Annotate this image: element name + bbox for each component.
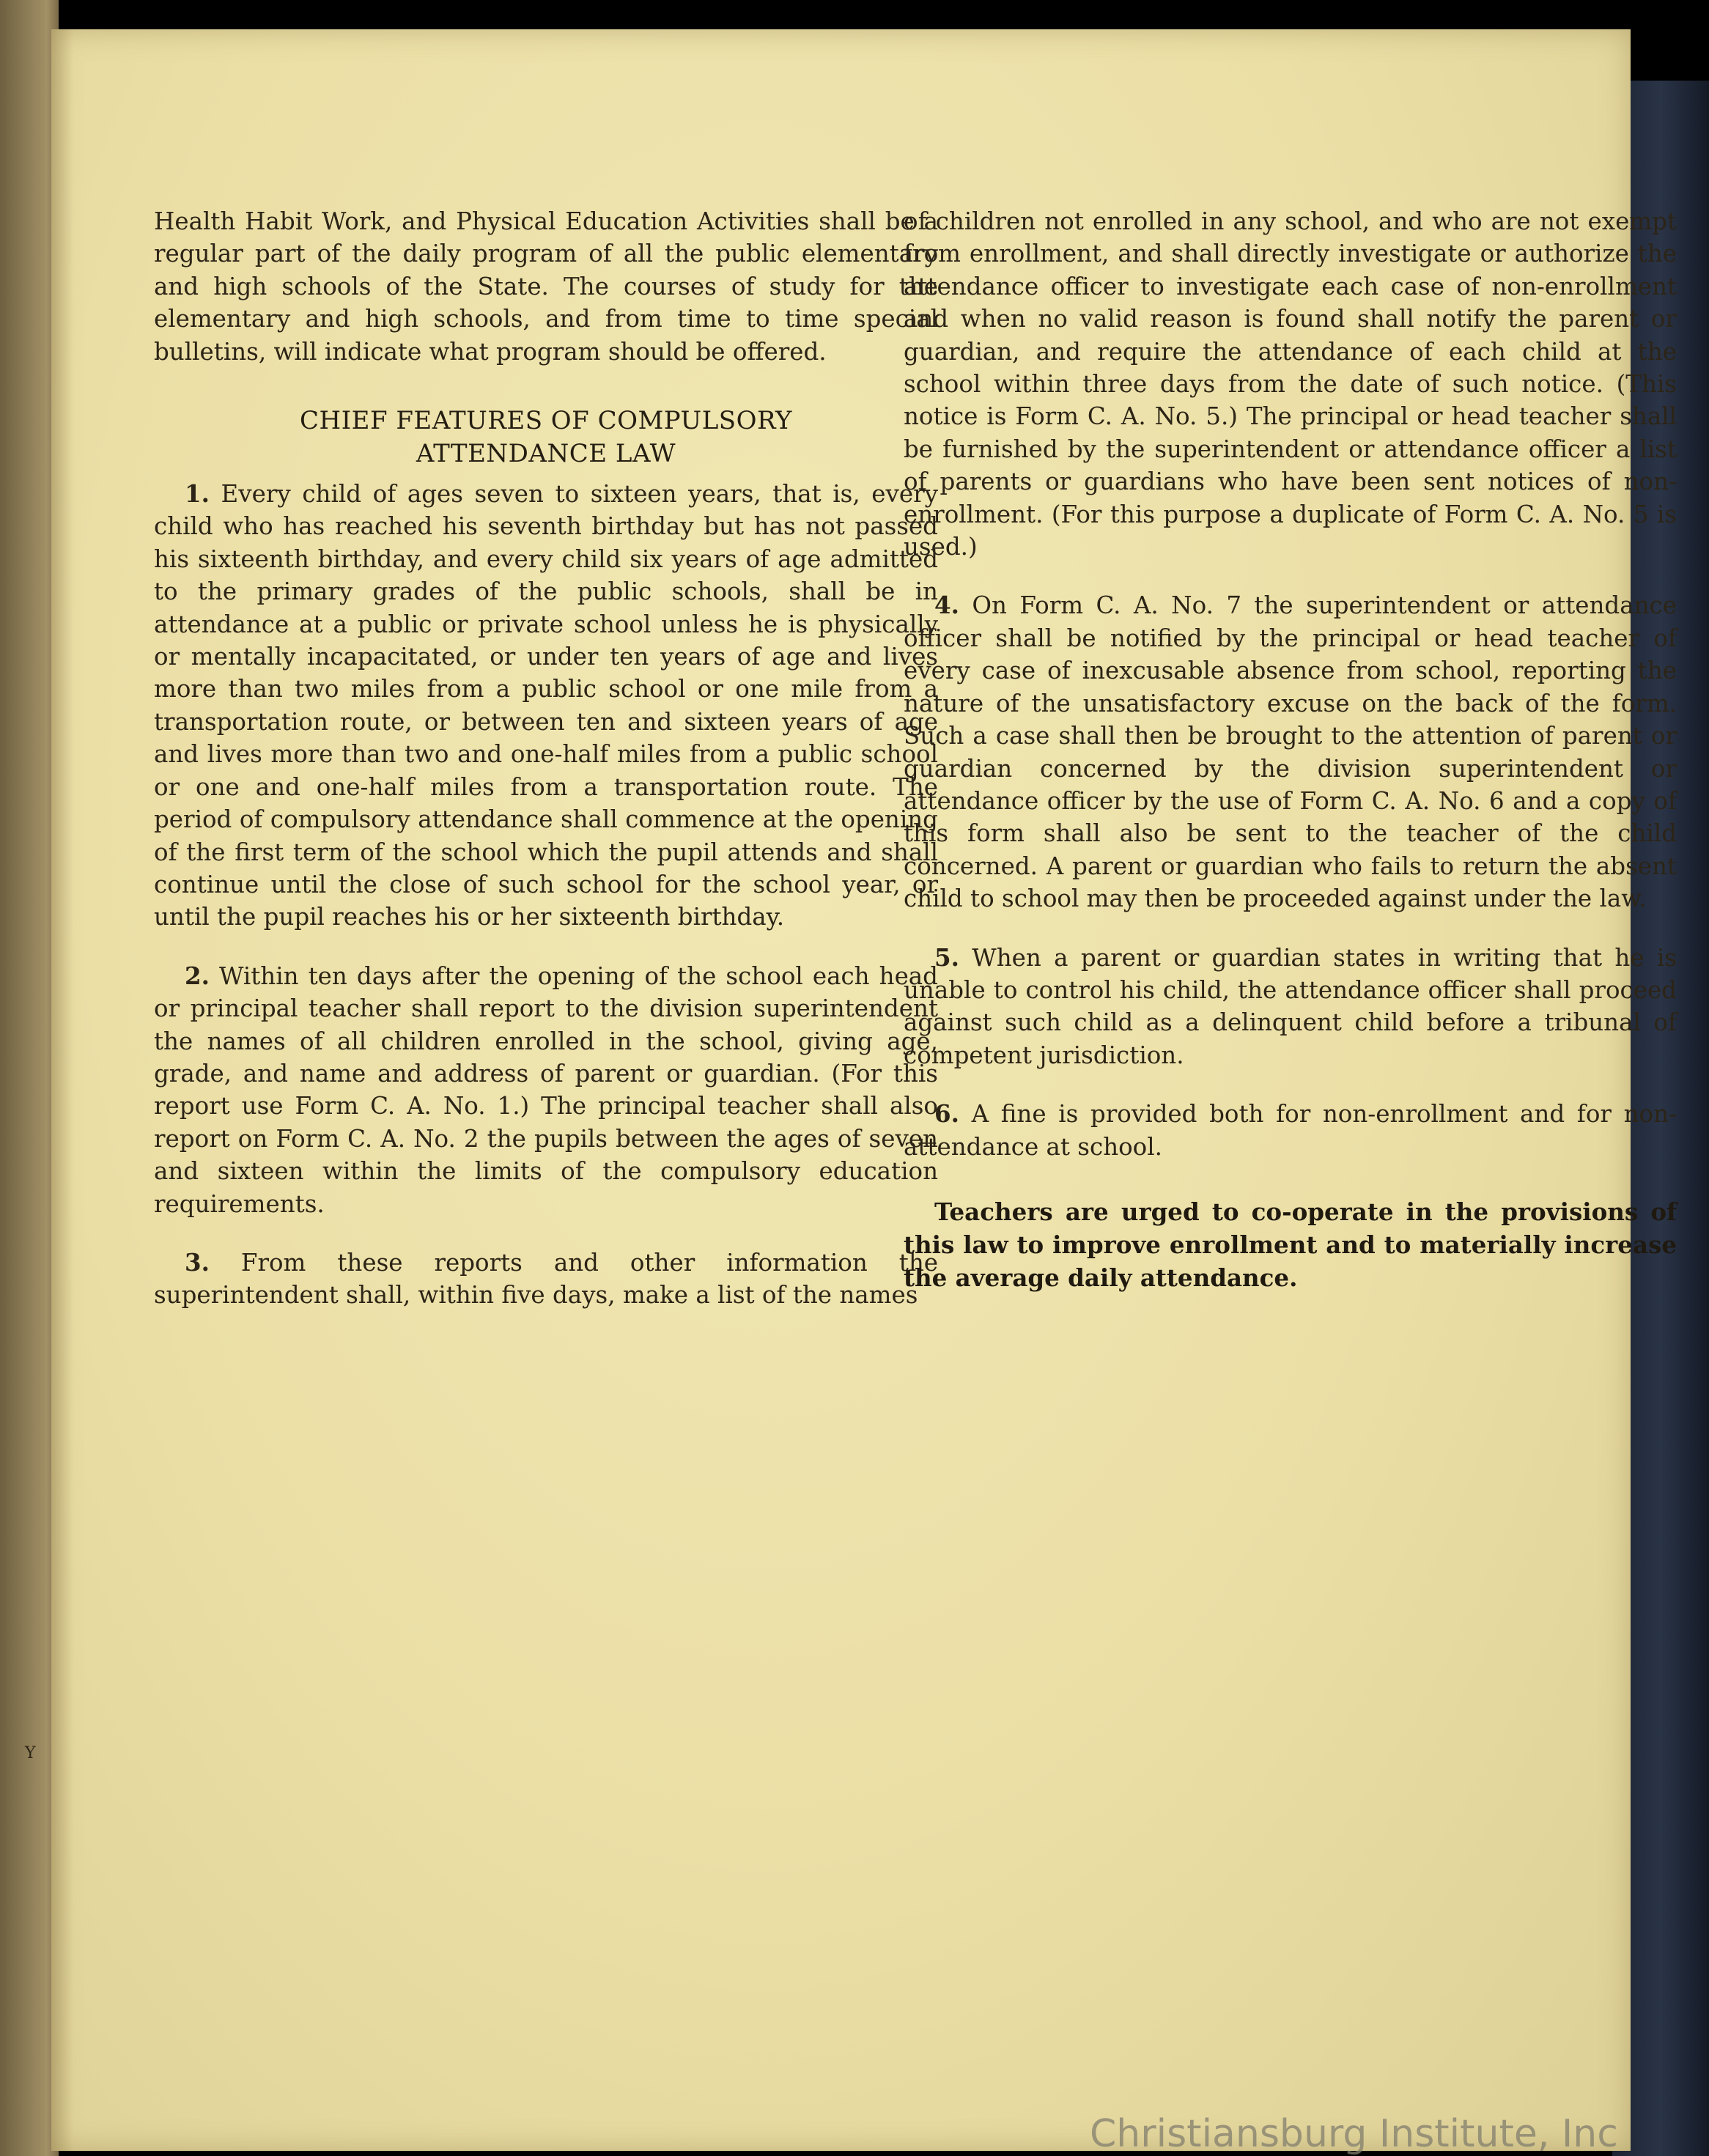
item-6 xyxy=(904,1098,1677,1163)
section-heading-line-2: ATTENDANCE LAW xyxy=(416,439,676,469)
page-fold-shadow xyxy=(51,29,73,2151)
item-4 xyxy=(904,589,1677,915)
document-page xyxy=(51,29,1677,2151)
item-3-number: 3. xyxy=(185,1247,210,1277)
item-2-number: 2. xyxy=(185,961,210,990)
closing-note: Teachers are urged to co-operate in the provisions of this law to improve enrollment and to materially increase the average daily attendance. xyxy=(904,1197,1677,1292)
item-1-text: Every child of ages seven to sixteen years, that is, every child who has reached his seventh birthday but has not passed his sixteenth birthday, and every child six years of age admitted to the primary grades of the public schools, shall be in attendance at a public or private school unless he is physically or mentally incapacitated, or under ten years of age and lives more than two miles from a public school or one mile from a transportation route, or between ten and sixteen years of age and lives more than two and one-half miles from a public school or one and one-half miles from a transportation route. The period of compulsory attendance shall commence at the opening of the first term of the school which the pupil attends and shall continue until the close of such school for the school year, or until the pupil reaches his or her sixteenth birthday. xyxy=(154,480,938,931)
watermark-text: Christiansburg Institute, Inc xyxy=(1090,2112,1618,2156)
item-3-continued: of children not enrolled in any school, and who are not exempt from enrollment, and shall directly investigate or authorize the attendance officer to investigate each case of non-enrollment and when no valid reason is found shall notify the parent or guardian, and require the attendance of each child at the school within three days from the date of such notice. (This notice is Form C. A. No. 5.) The principal or head teacher shall be furnished by the superintendent or attendance officer a list of parents or guardians who have been sent notices of non-enrollment. (For this purpose a duplicate of Form C. A. No. 5 is used.) xyxy=(904,207,1677,561)
section-heading-line-1: CHIEF FEATURES OF COMPULSORY xyxy=(300,406,792,436)
left-column xyxy=(154,205,938,1338)
item-5-text: When a parent or guardian states in writing that he is unable to control his child, the attendance officer shall proceed against such child as a delinquent child before a tribunal of competent jurisdiction. xyxy=(904,943,1677,1069)
item-6-number: 6. xyxy=(934,1099,959,1129)
item-1 xyxy=(154,478,938,934)
item-3-start xyxy=(154,1247,938,1312)
item-6-text: A fine is provided both for non-enrollment and for non-attendance at school. xyxy=(904,1100,1677,1161)
item-5 xyxy=(904,942,1677,1072)
item-2 xyxy=(154,960,938,1220)
margin-stray-mark: Y xyxy=(25,1744,36,1762)
item-1-number: 1. xyxy=(185,479,210,509)
item-3-text-part-1: From these reports and other information the superintendent shall, within five days, make a list of the names xyxy=(154,1248,938,1310)
item-4-number: 4. xyxy=(934,591,959,620)
book-cover-left-edge xyxy=(0,0,59,2156)
item-2-text: Within ten days after the opening of the school each head or principal teacher shall report to the division superintendent the names of all children enrolled in the school, giving age, grade, and name and address of parent or guardian. (For this report use Form C. A. No. 1.) The principal teacher shall also report on Form C. A. No. 2 the pupils between the ages of seven and sixteen within the limits of the compulsory education requirements. xyxy=(154,961,938,1218)
item-4-text: On Form C. A. No. 7 the superintendent or attendance officer shall be notified by the principal or head teacher of every case of inexcusable absence from school, reporting the nature of the unsatisfactory excuse on the back of the form. Such a case shall then be brought to the attention of parent or guardian concerned by the division superintendent or attendance officer by the use of Form C. A. No. 6 and a copy of this form shall also be sent to the teacher of the child concerned. A parent or guardian who fails to return the absent child to school may then be proceeded against under the law. xyxy=(904,591,1677,913)
right-column xyxy=(904,205,1677,1294)
item-5-number: 5. xyxy=(934,942,959,972)
section-heading xyxy=(154,405,938,470)
intro-paragraph: Health Habit Work, and Physical Education Activities shall be a regular part of the daily program of all the public elementary and high schools of the State. The courses of study for the elementary and high schools, and from time to time special bulletins, will indicate what program should be offered. xyxy=(154,207,938,366)
